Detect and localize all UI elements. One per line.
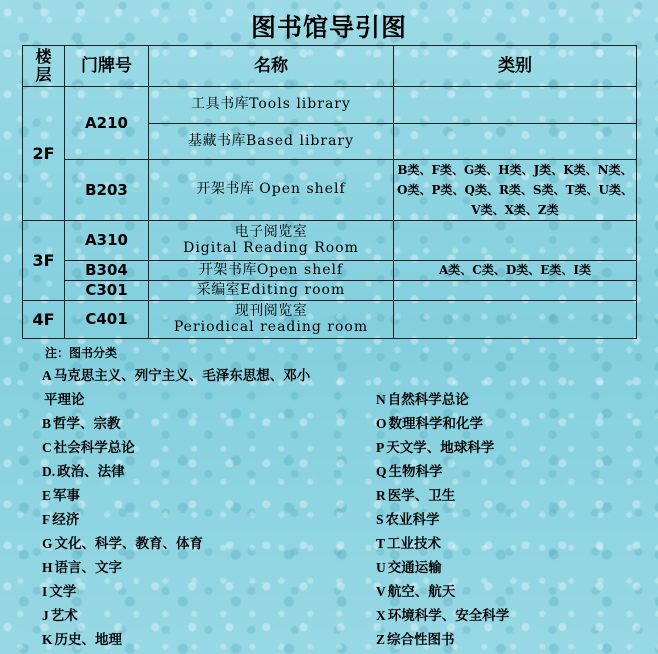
page-title: 图书馆导引图 [250,13,407,42]
class-key: G [42,536,53,551]
library-guide-table [22,45,637,339]
class-text: 经济 [52,512,80,528]
class-key: R [376,488,386,503]
room-category [394,87,637,124]
class-text: 军事 [53,488,81,504]
table-row [23,221,637,261]
class-text: 马克思主义、列宁主义、毛泽东思想、邓小 [53,368,311,384]
room-name-en: Digital Reading Room [183,239,359,256]
table-row [23,87,637,124]
room-name [149,281,394,301]
class-key: U [376,560,386,575]
table-row [23,301,637,339]
list-item [376,460,509,484]
list-item [42,580,310,604]
class-key: O [376,416,387,431]
floor-cell: 4F [23,301,65,339]
list-item [42,460,310,484]
class-text: 文学 [49,584,77,600]
room-name [149,221,394,261]
list-item [42,484,310,508]
class-text: 自然科学总论 [387,392,469,408]
class-text: 历史、地理 [54,632,123,648]
room-name-cn: 工具书库 [191,96,250,113]
class-text: 文化、科学、教育、体育 [54,536,204,552]
class-text: 语言、文字 [54,560,123,576]
list-item [42,436,310,460]
room-name-en: Tools library [249,96,351,113]
class-text: 环境科学、安全科学 [387,608,510,624]
class-key: K [42,632,53,647]
class-text: 交通运输 [387,560,442,576]
class-key: S [376,512,384,527]
class-text: 哲学、宗教 [53,416,121,432]
class-key: J [42,608,49,623]
list-item [376,388,509,412]
list-item [42,508,310,532]
room-number: C401 [65,301,149,339]
floor-cell: 3F [23,221,65,301]
list-item [42,628,310,652]
room-name-cn: 现刊阅览室 [234,303,308,320]
class-text: 生物科学 [388,464,443,480]
room-category [394,124,637,160]
room-category: A类、C类、D类、E类、I类 [394,261,637,281]
room-name-cn: 采编室 [196,281,241,298]
room-name-cn: 基藏书库 [187,132,246,149]
table-row [23,160,637,221]
table-row [23,261,637,281]
room-name [149,124,394,160]
room-number: A210 [65,87,149,160]
list-item [376,556,509,580]
list-item [376,604,509,628]
class-key: X [376,608,386,623]
list-item [376,436,509,460]
room-name-cn: 开架书库 [198,261,257,278]
class-key: Q [376,464,387,479]
list-item [42,556,310,580]
room-name [149,87,394,124]
class-text: 社会科学总论 [53,440,135,456]
list-item [376,508,509,532]
list-item [42,604,310,628]
class-text: 工业技术 [387,536,442,552]
class-key: P [376,440,385,455]
list-item [42,532,310,556]
class-key: D. [42,464,56,479]
room-name-cn: 电子阅览室 [234,224,308,241]
room-number: B304 [65,261,149,281]
class-text: 平理论 [44,392,85,408]
class-key: C [42,440,52,455]
room-category [394,281,637,301]
class-key: F [42,512,51,527]
header-door: 门牌号 [65,46,149,87]
room-name [149,160,394,221]
list-item [376,580,509,604]
classification-list-left [42,364,310,652]
class-text: 农业科学 [385,512,440,528]
floor-cell: 2F [23,87,65,221]
list-item [42,388,310,412]
table-row [23,281,637,301]
room-name-en: Periodical reading room [173,318,369,335]
class-key: H [42,560,53,575]
room-category [394,301,637,339]
room-name [149,261,394,281]
room-number: B203 [65,160,149,221]
room-name-cn: 开架书库 [196,181,255,198]
class-key: N [376,392,386,407]
room-number: A310 [65,221,149,261]
list-item [42,412,310,436]
class-key: I [42,584,48,599]
class-text: 航空、航天 [387,584,456,600]
list-item [376,412,509,436]
classification-list-right [376,388,509,652]
class-key: B [42,416,52,431]
list-item [376,532,509,556]
room-category [394,221,637,261]
list-item [42,364,310,388]
class-key: Z [376,632,386,647]
notes-title: 注：图书分类 [45,346,118,360]
class-text: 政治、法律 [57,464,125,480]
room-name-en: Open shelf [256,261,344,278]
list-item [376,484,509,508]
header-category: 类别 [394,46,637,87]
class-key: V [376,584,386,599]
room-name-en: Open shelf [259,181,346,198]
class-key: E [42,488,52,503]
header-name: 名称 [149,46,394,87]
class-text: 医学、卫生 [387,488,456,504]
class-text: 数理科学和化学 [388,416,484,432]
class-text: 天文学、地球科学 [386,440,495,456]
list-item [376,628,509,652]
header-row [23,46,637,87]
class-text: 艺术 [50,608,78,624]
class-key: T [376,536,386,551]
room-name-en: Editing room [240,281,346,298]
room-category: B类、F类、G类、H类、J类、K类、N类、O类、P类、Q类、R类、S类、T类、U类、V类、X类、Z类 [394,160,637,221]
class-text: 综合性图书 [387,632,455,648]
room-number: C301 [65,281,149,301]
header-floor: 楼 层 [23,46,65,87]
room-name [149,301,394,339]
class-key: A [42,368,52,383]
room-name-en: Based library [245,132,355,149]
